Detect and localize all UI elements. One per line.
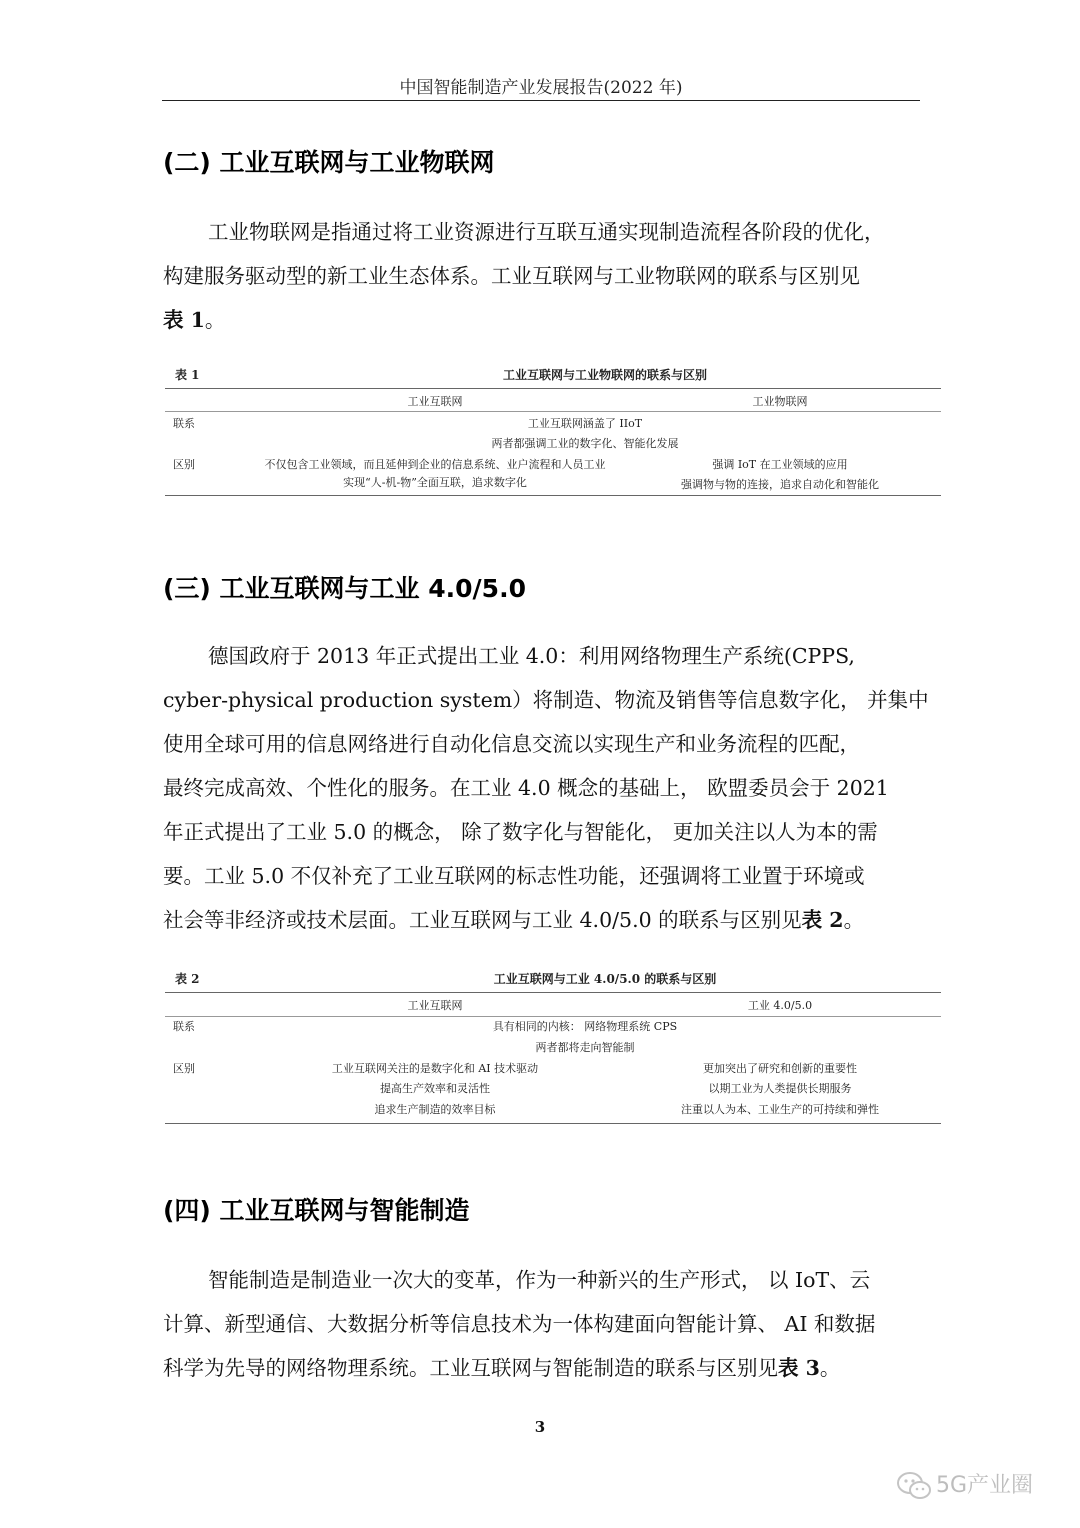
paragraph-line	[163, 898, 905, 942]
table-cell: 具有相同的内核： 网络物理系统 CPS	[492, 1020, 678, 1033]
table-cell: 实现“人-机-物”全面互联，追求数字化	[343, 476, 527, 489]
section-heading-2: (二) 工业互联网与工业物联网	[163, 148, 495, 177]
header-rule	[162, 100, 920, 101]
wechat-icon	[896, 1471, 932, 1501]
section-heading-4: (四) 工业互联网与智能制造	[163, 1196, 470, 1225]
table-cell: 不仅包含工业领域，而且延伸到企业的信息系统、业户流程和人员工业	[264, 458, 606, 471]
paragraph-line: 要。工业 5.0 不仅补充了工业互联网的标志性功能，还强调将工业置于环境或	[163, 864, 865, 888]
table-label: 表 1	[175, 368, 200, 382]
table-cell: 强调物与物的连接，追求自动化和智能化	[681, 478, 879, 491]
table-cell: 两者都强调工业的数字化、智能化发展	[491, 437, 679, 450]
table-1	[165, 366, 941, 496]
punctuation: 。	[819, 1356, 841, 1380]
page-header: 中国智能制造产业发展报告(2022 年)	[399, 78, 683, 98]
table-col-header: 工业互联网	[407, 999, 463, 1012]
paragraph-line	[163, 298, 905, 342]
table-row-label: 联系	[173, 1020, 195, 1033]
table-title: 工业互联网与工业物联网的联系与区别	[502, 368, 707, 382]
section-2-paragraph	[163, 210, 905, 342]
table-cell: 更加突出了研究和创新的重要性	[703, 1062, 857, 1075]
table-cell: 以期工业为人类提供长期服务	[708, 1082, 852, 1095]
paragraph-line	[163, 1346, 905, 1390]
table-cell: 两者都将走向智能制	[535, 1041, 635, 1054]
section-3-paragraph	[163, 634, 929, 942]
table-cell: 注重以人为本、工业生产的可持续和弹性	[681, 1103, 879, 1116]
table-ref: 表 1	[163, 308, 205, 332]
table-top-rule	[165, 388, 941, 389]
paragraph-text: 科学为先导的网络物理系统。工业互联网与智能制造的联系与区别见	[163, 1356, 778, 1380]
table-cell: 强调 IoT 在工业领域的应用	[712, 458, 848, 471]
section-heading-3: (三) 工业互联网与工业 4.0/5.0	[163, 574, 526, 603]
table-cell: 追求生产制造的效率目标	[374, 1103, 496, 1116]
table-caption	[165, 366, 941, 384]
table-top-rule	[165, 992, 941, 993]
paragraph-line: 最终完成高效、个性化的服务。在工业 4.0 概念的基础上， 欧盟委员会于 2021	[163, 776, 889, 800]
paragraph-text: 社会等非经济或技术层面。工业互联网与工业 4.0/5.0 的联系与区别见	[163, 908, 802, 932]
section-4-paragraph	[163, 1258, 905, 1390]
table-title: 工业互联网与工业 4.0/5.0 的联系与区别	[493, 972, 717, 986]
table-bottom-rule	[165, 495, 941, 496]
watermark	[896, 1466, 1033, 1506]
table-row-label: 联系	[173, 417, 195, 430]
table-ref: 表 2	[801, 908, 844, 932]
table-ref: 表 3	[778, 1356, 820, 1380]
table-caption	[165, 970, 941, 988]
table-row-label: 区别	[173, 458, 195, 471]
paragraph-line: 工业物联网是指通过将工业资源进行互联互通实现制造流程各阶段的优化，	[208, 220, 885, 244]
table-col-header: 工业 4.0/5.0	[747, 999, 813, 1012]
paragraph-line: 使用全球可用的信息网络进行自动化信息交流以实现生产和业务流程的匹配，	[163, 732, 860, 756]
punctuation: 。	[204, 308, 226, 332]
table-row-label: 区别	[173, 1062, 195, 1075]
paragraph-line: cyber-physical production system）将制造、物流及销售等信息数字化， 并集中	[163, 688, 929, 712]
table-col-header: 工业物联网	[752, 395, 808, 408]
paragraph-line: 德国政府于 2013 年正式提出工业 4.0：利用网络物理生产系统(CPPS,	[208, 644, 855, 668]
table-2	[165, 970, 941, 1125]
paragraph-line: 计算、新型通信、大数据分析等信息技术为一体构建面向智能计算、 AI 和数据	[163, 1312, 876, 1336]
table-cell: 提高生产效率和灵活性	[380, 1082, 490, 1095]
table-cell: 工业互联网关注的是数字化和 AI 技术驱动	[331, 1062, 539, 1075]
table-col-header: 工业互联网	[407, 395, 463, 408]
paragraph-line: 年正式提出了工业 5.0 的概念， 除了数字化与智能化， 更加关注以人为本的需	[163, 820, 878, 844]
table-header-rule	[165, 411, 941, 412]
paragraph-line: 智能制造是制造业一次大的变革，作为一种新兴的生产形式， 以 IoT、云	[208, 1268, 871, 1292]
table-bottom-rule	[165, 1123, 941, 1124]
punctuation: 。	[843, 908, 865, 932]
table-label: 表 2	[175, 972, 200, 986]
watermark-text: 5G产业圈	[936, 1473, 1034, 1498]
table-cell: 工业互联网涵盖了 IIoT	[527, 417, 643, 430]
paragraph-line: 构建服务驱动型的新工业生态体系。工业互联网与工业物联网的联系与区别见	[163, 264, 860, 288]
page-number: 3	[534, 1418, 546, 1436]
